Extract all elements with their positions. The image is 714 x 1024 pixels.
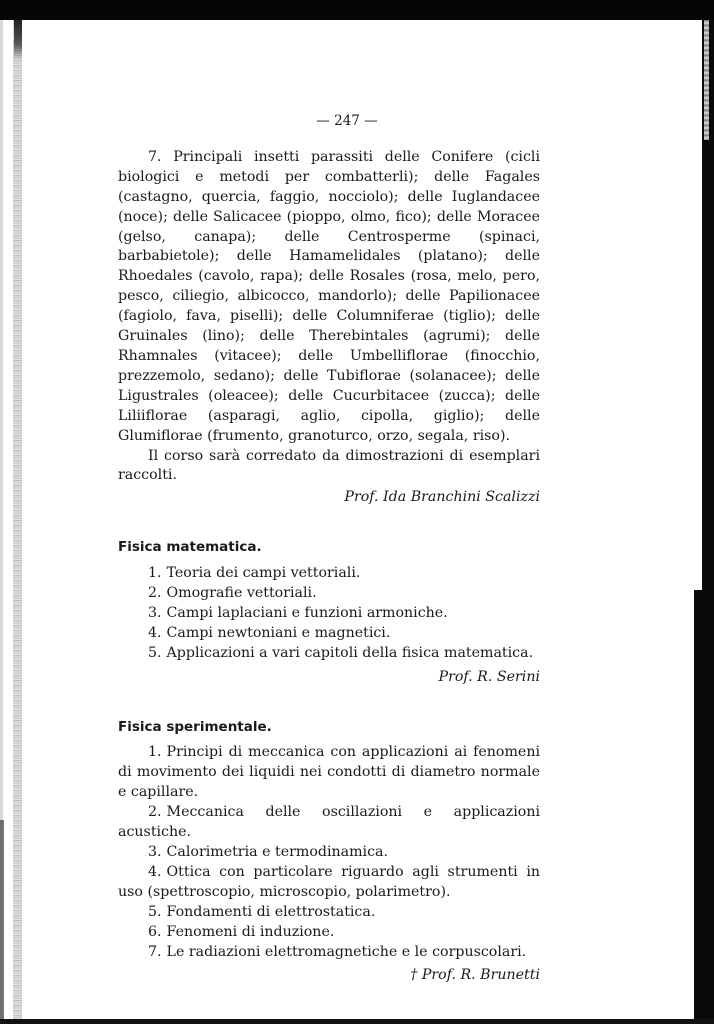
page-number: — 247 —: [316, 113, 378, 129]
scan-left-edge-shadow: [0, 820, 4, 1020]
item-number: 2.: [148, 585, 162, 602]
scan-bottom-border: [0, 1019, 714, 1024]
item-number: 1.: [148, 565, 162, 582]
list-item: [118, 863, 540, 903]
item-number: 6.: [148, 923, 162, 940]
item-number: 5.: [148, 903, 162, 920]
botany-item-7: 7. Principali insetti parassiti delle Conifere (cicli biologici e metodi per combatterli); delle Fagales (castagno, quercia, faggio, nocciolo); delle Iuglandacee (noce); delle Salicacee (pioppo, olmo, fico); delle Moracee (gelso, canapa); delle Centrosperme (spinaci, barbabietole); delle Hamamelidales (platano); delle Rhoedales (cavolo, rapa); delle Rosales (rosa, melo, pero, pesco, ciliegio, albicocco, mandorlo); delle Papilionacee (fagiolo, fava, piselli); delle Columniferae (tiglio); delle Gruinales (lino); delle Therebintales (agrumi); delle Rhamnales (vitacee); delle Umbelliflorae (finocchio, prezzemolo, sedano); delle Tubiflorae (solanacee); delle Ligustrales (oleacee); delle Cucurbitacee (zucca); delle Liliiflorae (asparagi, aglio, cipolla, giglio); delle Glumiflorae (frumento, granoturco, orzo, segala, riso).: [118, 148, 540, 444]
item-number: 5.: [148, 644, 162, 661]
item-number: 4.: [148, 863, 162, 880]
item-text: Omografie vettoriali.: [166, 585, 317, 602]
list-item: [118, 743, 540, 803]
item-number: 3.: [148, 604, 162, 621]
scan-right-border-lower: [694, 590, 714, 1024]
item-text: Fondamenti di elettrostatica.: [166, 903, 376, 920]
section-fisica-sperimentale: [118, 718, 540, 987]
fisica-matematica-topic-list: [118, 564, 540, 664]
item-text: Applicazioni a vari capitoli della fisica matematica.: [166, 644, 534, 661]
list-item: [118, 943, 540, 963]
list-item: [118, 903, 540, 923]
fisica-sperimentale-topic-list: [118, 743, 540, 962]
list-item: [118, 803, 540, 843]
item-text: Ottica con particolare riguardo agli strumenti in uso (spettroscopio, microscopio, polarimetro).: [118, 863, 540, 900]
item-text: Campi newtoniani e magnetici.: [166, 624, 391, 641]
botany-note: Il corso sarà corredato da dimostrazioni di esemplari raccolti.: [118, 447, 540, 484]
item-text: Teoria dei campi vettoriali.: [166, 565, 361, 582]
item-number: 3.: [148, 844, 162, 860]
item-number: 1.: [148, 744, 162, 761]
list-item: [118, 564, 540, 584]
list-item: [118, 604, 540, 624]
item-number: 4.: [148, 624, 162, 641]
botany-professor-signature: Prof. Ida Branchini Scalizzi: [344, 489, 540, 506]
item-number: 2.: [148, 804, 162, 821]
scan-top-border: [0, 0, 714, 20]
scan-right-edge-texture: [704, 20, 709, 140]
item-text: Campi laplaciani e funzioni armoniche.: [166, 604, 448, 621]
section-title-fisica-sperimentale: Fisica sperimentale.: [118, 718, 272, 735]
section-title-fisica-matematica: Fisica matematica.: [118, 539, 262, 556]
fisica-matematica-professor-signature: Prof. R. Serini: [438, 668, 540, 685]
list-item: [118, 923, 540, 943]
item-text: Fenomeni di induzione.: [166, 923, 335, 940]
list-item: [118, 843, 540, 863]
list-item: [118, 584, 540, 604]
scan-binding-gutter: [13, 20, 22, 1024]
scan-binding-shadow: [14, 20, 22, 60]
fisica-sperimentale-professor-signature: † Prof. R. Brunetti: [410, 967, 540, 984]
document-page: [118, 112, 540, 986]
item-text: Le radiazioni elettromagnetiche e le corpuscolari.: [166, 943, 527, 960]
item-text: Principi di meccanica con applicazioni ai fenomeni di movimento dei liquidi nei condotti di diametro normale e capillare.: [118, 744, 540, 801]
item-text: Meccanica delle oscillazioni e applicazioni acustiche.: [118, 804, 540, 841]
item-text: Calorimetria e termodinamica.: [166, 844, 388, 860]
list-item: [118, 624, 540, 644]
list-item: [118, 644, 540, 664]
section-fisica-matematica: [118, 538, 540, 687]
item-number: 7.: [148, 943, 162, 960]
section-botany: [118, 148, 540, 508]
